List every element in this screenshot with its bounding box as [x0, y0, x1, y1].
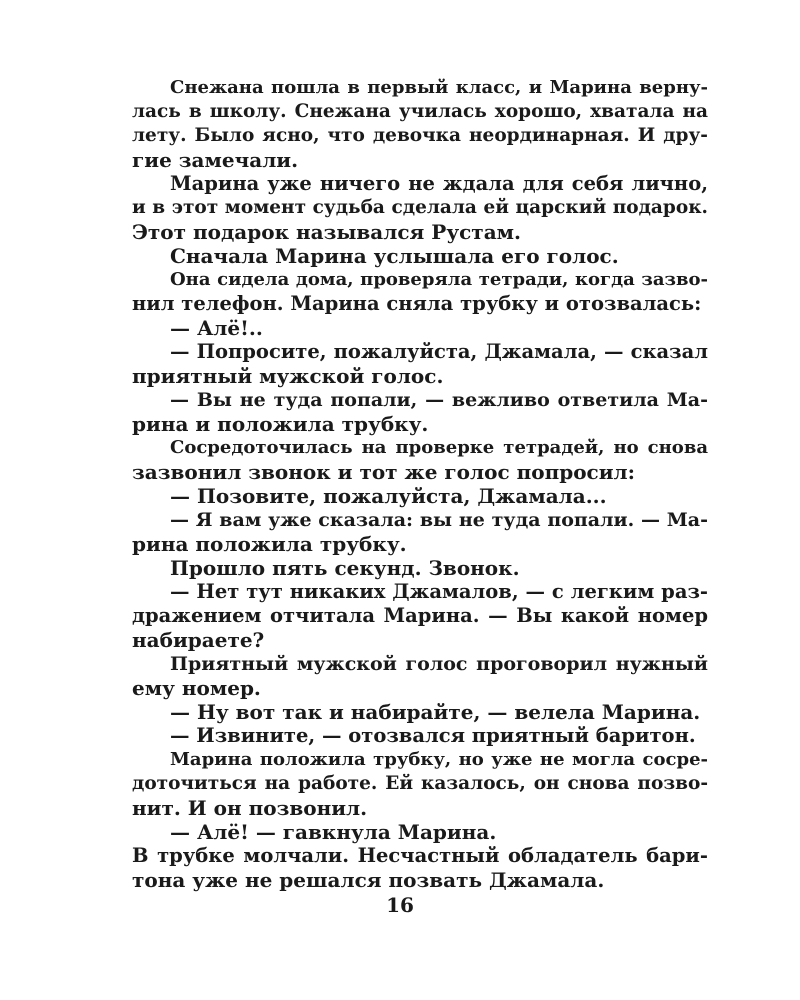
text-line: Прошло пять секунд. Звонок. — [170, 556, 520, 580]
text-line: нил телефон. Марина сняла трубку и отозвалась: — [132, 292, 702, 315]
text-line: дражением отчитала Марина. — Вы какой номер — [132, 604, 708, 627]
body-text — [132, 76, 708, 892]
text-line: Сосредоточилась на проверке тетрадей, но снова — [170, 437, 708, 458]
text-line: — Алё!.. — [170, 316, 263, 340]
text-line: — Извините, — отозвался приятный баритон. — [170, 724, 696, 747]
text-line: — Ну вот так и набирайте, — велела Марина. — [170, 700, 701, 724]
text-line: рина положила трубку. — [132, 532, 407, 556]
text-line: — Алё! — гавкнула Марина. — [170, 820, 497, 844]
text-line: лась в школу. Снежана училась хорошо, хватала на — [132, 101, 708, 122]
text-line: Марина уже ничего не ждала для себя лично, — [170, 172, 708, 195]
text-line: Приятный мужской голос проговорил нужный — [170, 653, 708, 675]
text-line: Снежана пошла в первый класс, и Марина верну- — [170, 77, 708, 98]
text-line: ему номер. — [132, 676, 261, 700]
text-line: набираете? — [132, 628, 265, 652]
text-line: — Вы не туда попали, — вежливо ответила Ма- — [170, 389, 708, 411]
page-number: 16 — [386, 893, 414, 917]
text-line: Этот подарок назывался Рустам. — [132, 220, 521, 244]
text-line: гие замечали. — [132, 148, 299, 172]
text-line: — Позовите, пожалуйста, Джамала... — [170, 484, 607, 508]
text-line: приятный мужской голос. — [132, 364, 444, 388]
text-line: — Я вам уже сказала: вы не туда попали. — Ма- — [170, 509, 708, 531]
text-line: и в этот момент судьба сделала ей царский подарок. — [132, 197, 708, 218]
text-line: нит. И он позвонил. — [132, 796, 368, 820]
text-line: рина и положила трубку. — [132, 412, 429, 436]
text-line: Марина положила трубку, но уже не могла сосре- — [170, 749, 708, 770]
text-line: — Нет тут никаких Джамалов, — с легким раз- — [170, 580, 708, 603]
text-line: доточиться на работе. Ей казалось, он снова позво- — [132, 773, 708, 794]
text-line: Сначала Марина услышала его голос. — [170, 244, 619, 268]
text-line: тона уже не решался позвать Джамала. — [132, 868, 605, 892]
text-line: зазвонил звонок и тот же голос попросил: — [132, 460, 636, 484]
text-line: В трубке молчали. Несчастный обладатель бари- — [132, 844, 708, 867]
text-line: — Попросите, пожалуйста, Джамала, — сказал — [170, 340, 708, 363]
text-line: лету. Было ясно, что девочка неординарная. И дру- — [132, 125, 708, 146]
text-line: Она сидела дома, проверяла тетради, когда зазво- — [170, 269, 708, 290]
